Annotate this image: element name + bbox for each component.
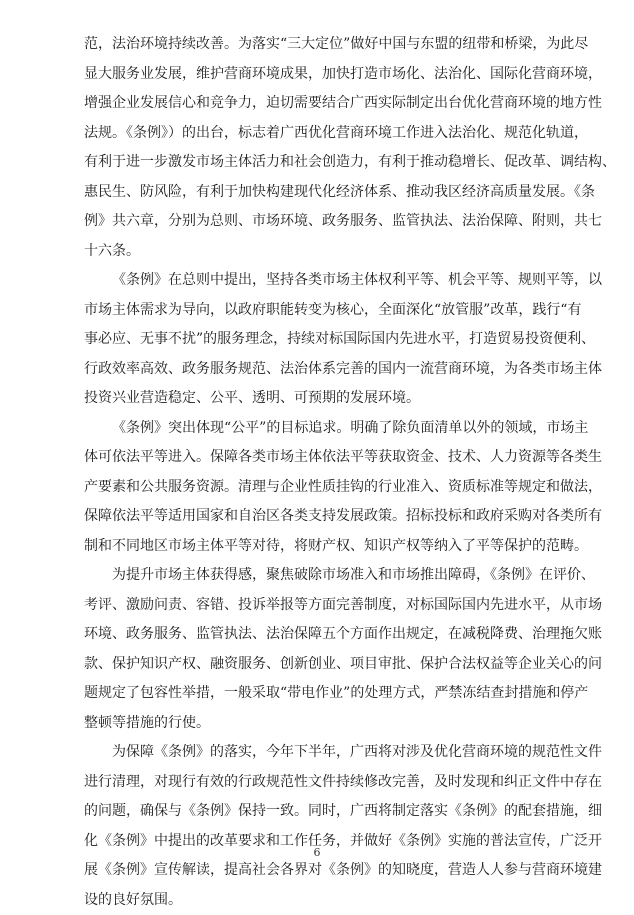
text-line: 行政效率高效、政务服务规范、法治体系完善的国内一流营商环境，为各类市场主体 xyxy=(84,355,556,385)
paragraph-2 xyxy=(84,266,556,414)
text-line: 题规定了包容性举措，一般采取“带电作业”的处理方式，严禁冻结查封措施和停产 xyxy=(84,679,556,709)
text-line: 考评、激励问责、容错、投诉举报等方面完善制度，对标国际国内先进水平，从市场 xyxy=(84,591,556,621)
text-line: 《条例》在总则中提出，坚持各类市场主体权利平等、机会平等、规则平等，以 xyxy=(84,266,556,296)
text-line: 款、保护知识产权、融资服务、创新创业、项目审批、保护合法权益等企业关心的问 xyxy=(84,650,556,680)
text-line: 范，法治环境持续改善。为落实“三大定位”做好中国与东盟的纽带和桥梁，为此尽 xyxy=(84,30,556,60)
text-line: 法规。《条例》）的出台，标志着广西优化营商环境工作进入法治化、规范化轨道， xyxy=(84,119,556,149)
text-line: 事必应、无事不扰”的服务理念，持续对标国际国内先进水平，打造贸易投资便利、 xyxy=(84,325,556,355)
text-line: 十六条。 xyxy=(84,237,556,267)
text-line: 产要素和公共服务资源。清理与企业性质挂钩的行业准入、资质标准等规定和做法， xyxy=(84,473,556,503)
text-line: 体可依法平等进入。保障各类市场主体依法平等获取资金、技术、人力资源等各类生 xyxy=(84,443,556,473)
text-line: 进行清理，对现行有效的行政规范性文件持续修改完善，及时发现和纠正文件中存在 xyxy=(84,768,556,798)
text-line: 的问题，确保与《条例》保持一致。同时，广西将制定落实《条例》的配套措施，细 xyxy=(84,797,556,827)
text-line: 环境、政务服务、监管执法、法治保障五个方面作出规定，在减税降费、治理拖欠账 xyxy=(84,620,556,650)
text-line: 化《条例》中提出的改革要求和工作任务，并做好《条例》实施的普法宣传，广泛开 xyxy=(84,827,556,857)
page-number: 6 xyxy=(0,846,634,859)
text-line: 例》共六章，分别为总则、市场环境、政务服务、监管执法、法治保障、附则，共七 xyxy=(84,207,556,237)
paragraph-3 xyxy=(84,414,556,562)
text-line: 展《条例》宣传解读，提高社会各界对《条例》的知晓度，营造人人参与营商环境建 xyxy=(84,856,556,886)
text-line: 设的良好氛围。 xyxy=(84,886,556,915)
text-line: 《条例》突出体现“公平”的目标追求。明确了除负面清单以外的领域，市场主 xyxy=(84,414,556,444)
body-text xyxy=(84,30,556,915)
text-line: 市场主体需求为导向，以政府职能转变为核心，全面深化“放管服”改革，践行“有 xyxy=(84,296,556,326)
paragraph-4 xyxy=(84,561,556,738)
paragraph-5 xyxy=(84,738,556,915)
paragraph-1 xyxy=(84,30,556,266)
text-line: 惠民生、防风险，有利于加快构建现代化经济体系、推动我区经济高质量发展。《条 xyxy=(84,178,556,208)
text-line: 整顿等措施的行使。 xyxy=(84,709,556,739)
text-line: 增强企业发展信心和竞争力，迫切需要结合广西实际制定出台优化营商环境的地方性 xyxy=(84,89,556,119)
text-line: 制和不同地区市场主体平等对待，将财产权、知识产权等纳入了平等保护的范畴。 xyxy=(84,532,556,562)
text-line: 为保障《条例》的落实，今年下半年，广西将对涉及优化营商环境的规范性文件 xyxy=(84,738,556,768)
text-line: 显大服务业发展，维护营商环境成果，加快打造市场化、法治化、国际化营商环境， xyxy=(84,60,556,90)
text-line: 保障依法平等适用国家和自治区各类支持发展政策。招标投标和政府采购对各类所有 xyxy=(84,502,556,532)
text-line: 有利于进一步激发市场主体活力和社会创造力，有利于推动稳增长、促改革、调结构、 xyxy=(84,148,556,178)
text-line: 为提升市场主体获得感，聚焦破除市场准入和市场推出障碍，《条例》在评价、 xyxy=(84,561,556,591)
text-line: 投资兴业营造稳定、公平、透明、可预期的发展环境。 xyxy=(84,384,556,414)
